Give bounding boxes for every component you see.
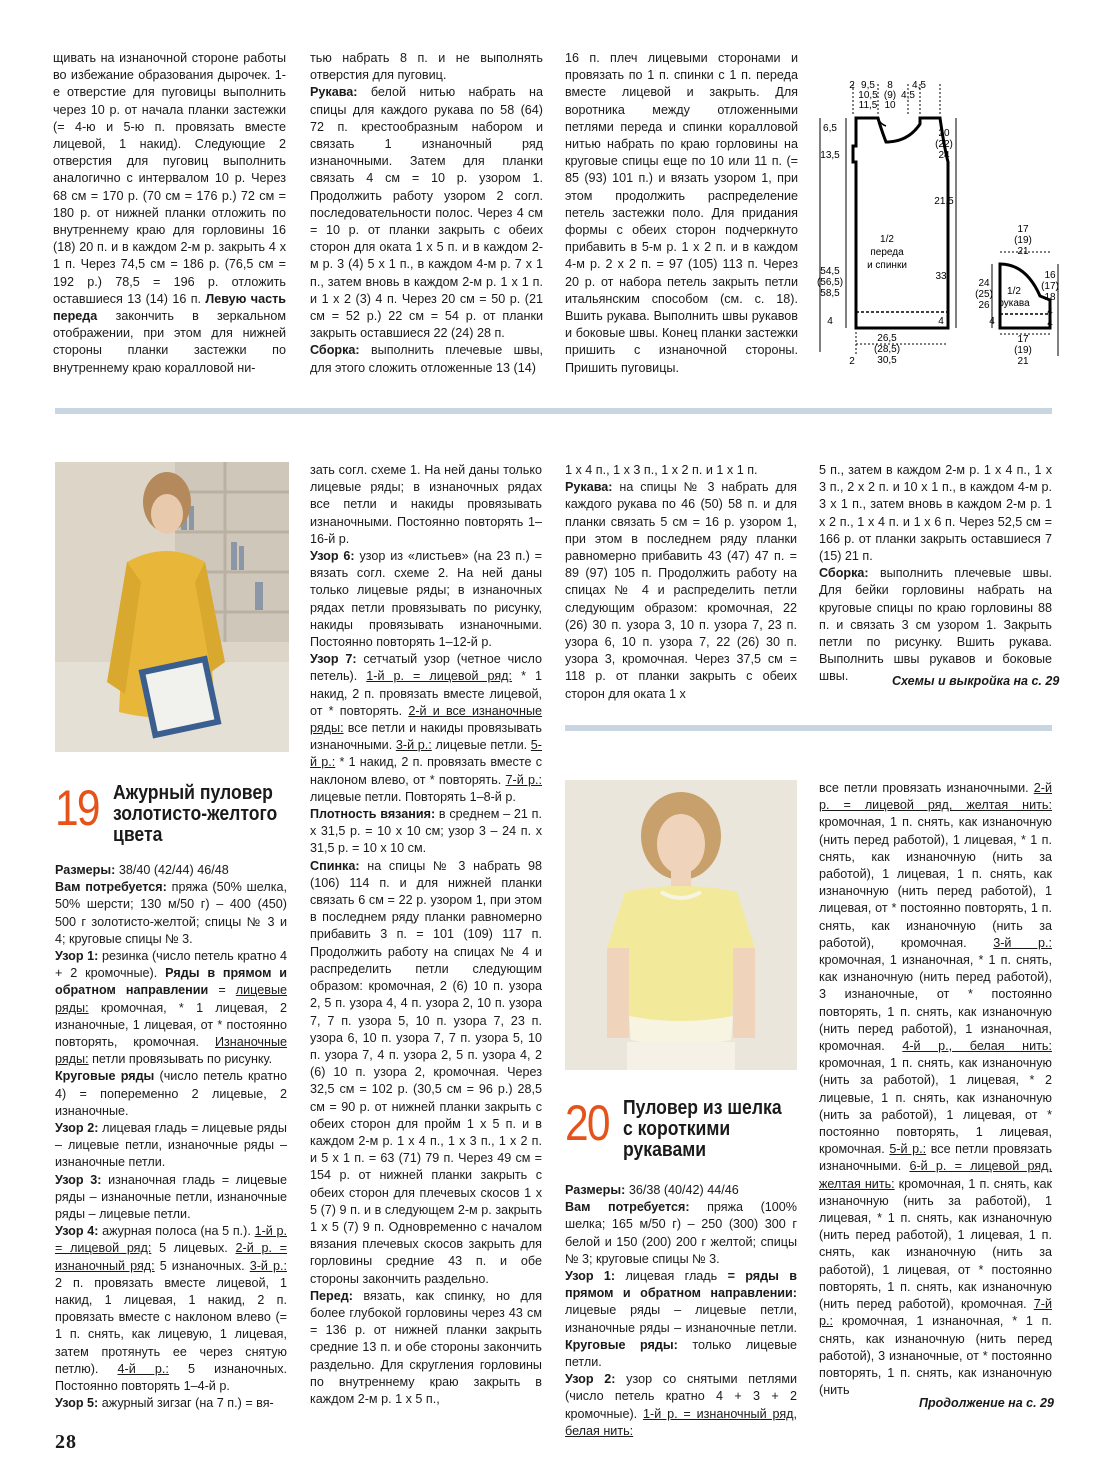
sleeve-right-1: 16 [1044, 270, 1056, 281]
model-19-title-line-1: Ажурный пуловер [112, 782, 273, 804]
dim-top-5: 10,5 [858, 90, 878, 101]
model-19-column-3 [565, 462, 797, 703]
pattern-7-row-2-text: все петли и накиды провязывать изнаночными. [310, 721, 542, 753]
sleeve-top-2: (19) [1014, 235, 1032, 246]
pattern-4-row-1-label: 1-й р. = лицевой ряд: [55, 1224, 287, 1256]
back-label: Спинка: [310, 858, 360, 873]
pattern-1-rows-eq: = [218, 983, 226, 998]
model-20-photo [565, 780, 797, 1070]
left-front-text: закончить в зеркальном отображении, при этом для нижней стороны планки застежки по внутреннему краю коралловой ни- [53, 309, 287, 375]
row-7-text: кромочная, 1 изнаночная, * 1 п. снять, как изнаночную (нить перед работой), 3 изнаночные, от * постоянно повторять, 1 п. снять, как изнаночную (нить [819, 1314, 1052, 1398]
row-7-label: 7-й р.: [819, 1297, 1052, 1329]
model-20-title-line-3: рукавами [622, 1139, 706, 1161]
sizes-20-value: 36/38 (40/42) 44/46 [628, 1183, 739, 1197]
model-20-illustration [565, 780, 797, 1070]
row-4-label: 4-й р., белая нить: [902, 1039, 1052, 1054]
front-label-3: и спинки [867, 260, 907, 271]
row-3-text: кромочная, 1 изнаночная, * 1 п. снять, как изнаночную (нить перед работой), 3 изнаночные, от * постоянно повторять, 1 п. снять, как изнаночную (нить перед работой), 1 изнаночная, кромочная. [819, 953, 1052, 1054]
row-3-label: 3-й р.: [993, 935, 1053, 950]
model-20-column-2 [819, 780, 1052, 1399]
pattern-6-text: узор из «листьев» (на 23 п.) = вязать согл. схеме 2. На ней даны только лицевые ряды; в изнаночных рядах петли провязывать по рисунку, накиды провязывать изнаночными. Постоянно повторять 1–12-й р. [310, 549, 543, 650]
dim-left-6: 4 [827, 316, 833, 327]
pattern-4-row-1-text: 5 лицевых. [159, 1241, 228, 1256]
pattern-4-label: Узор 4: [55, 1224, 99, 1239]
pattern-4-row-3-label: 3-й р.: [249, 1258, 288, 1273]
front-text: вязать, как спинку, но для более глубокой горловины через 43 см = 136 р. от нижней планки закрыть средние 13 п. и обе стороны закончить раздельно. Для скругления горловины по внутреннему краю закрыть в каждом 2-м р. 1 х 5 п., [310, 1288, 543, 1406]
row-5-label: 5-й р.: [889, 1142, 927, 1157]
pattern-1-purl-text: петли провязывать по рисунку. [92, 1052, 273, 1067]
dim-right-5: 33 [935, 271, 947, 282]
pattern-20-2-label: Узор 2: [565, 1372, 616, 1387]
dim-left-7: 2 [849, 356, 855, 367]
model-19-photo [55, 462, 289, 752]
model-20-number: 20 [565, 1095, 609, 1151]
sleeve-right-3: 18 [1044, 292, 1056, 303]
row-6-label: 6-й р. = лицевой ряд, желтая нить: [819, 1159, 1053, 1191]
section-divider [55, 408, 1052, 414]
pattern-6-label: Узор 6: [310, 549, 355, 564]
model-19-title [113, 783, 277, 846]
sleeve-cap-text: 5 п., затем в каждом 2-м р. 1 х 4 п., 1 х 3 п., 2 х 2 п. и 10 х 1 п., в каждом 4-м р. 3 х 1 п., затем вновь в каждом 2-м р. 1 х 2 п., 1 х 4 п. и 1 х 6 п. Через 52,5 см = 166 р. от планки закрыть оставшиеся 7 (15) 21 п. [819, 463, 1052, 564]
dim-right-6: 4 [938, 316, 944, 327]
pattern-20-2-text: узор со снятыми петлями (число петель кратно 4 + 3 + 2 кромочные). [565, 1372, 798, 1421]
model-20-title-line-2: с короткими [622, 1118, 730, 1140]
dim-top-8: 11,5 [858, 100, 878, 111]
pattern-7-row-3-text: лицевые петли. [435, 738, 528, 753]
dim-bottom-1: 26,5 [877, 333, 897, 344]
top-column-3 [565, 50, 798, 377]
dim-right-3: 24 [938, 150, 950, 161]
sleeve-left-2: (25) [975, 289, 993, 300]
pattern-3-text: изнаночная гладь = лицевые ряды – изнаночные петли, изнаночные ряды – лицевые петли. [55, 1172, 287, 1222]
pattern-4-row-4-text: 5 изнаночных. Постоянно повторять 1–4-й р. [55, 1361, 288, 1394]
pattern-7-text: сетчатый узор (четное число петель). [310, 652, 542, 684]
pattern-4-row-2-text: 5 изнаночных. [159, 1258, 245, 1273]
scheme-1-text: зать согл. схеме 1. На ней даны только лицевые ряды; в изнаночных рядах все петли и накиды провязывать изнаночными. Постоянно повторять 1–16-й р. [310, 463, 542, 546]
pattern-4-row-2-label: 2-й р. = изнаночный ряд: [55, 1241, 288, 1273]
dim-left-5: 58,5 [820, 288, 840, 299]
dim-top-4: 4,5 [912, 80, 926, 91]
model-19-column-4 [819, 462, 1052, 686]
sleeve-top-3: 21 [1017, 246, 1029, 257]
sleeves-19-label: Рукава: [565, 480, 613, 495]
sleeve-left-3: 26 [978, 300, 990, 311]
model-19-number: 19 [55, 780, 99, 836]
pattern-20-1-rows-label: = ряды в прямом и обратном направлении: [565, 1269, 797, 1301]
model-20-title-line-1: Пуловер из шелка [622, 1097, 782, 1119]
pattern-1-label: Узор 1: [55, 949, 99, 964]
model-19-title-line-3: цвета [112, 824, 163, 846]
sleeve-left-1: 24 [978, 278, 990, 289]
dim-left-3: 54,5 [820, 266, 840, 277]
pattern-4-text: ажурная полоса (на 5 п.). [102, 1224, 251, 1239]
circular-rows-text: (число петель кратно 4) = попеременно 2 лицевые, 2 изнаночные. [55, 1069, 288, 1118]
pattern-5-label: Узор 5: [55, 1396, 99, 1411]
circular-20-label: Круговые ряды: [565, 1337, 678, 1352]
pattern-7-row-2-label: 2-й и все изнаночные ряды: [310, 703, 543, 736]
materials-text: пряжа (50% шелка, 50% шерсти; 130 м/50 г) – 400 (450) 500 г золотисто-желтой; спицы № 3 и 4; круговые спицы № 3. [55, 880, 288, 946]
sleeve-side-1: 4 [989, 316, 995, 327]
top-col2-para: тью набрать 8 п. и не выполнять отверстия для пуговиц. [310, 51, 543, 83]
front-label-1: 1/2 [880, 234, 894, 245]
circular-rows-label: Круговые ряды [55, 1069, 155, 1084]
dim-left-1: 6,5 [823, 123, 837, 134]
dim-top-1: 2 [849, 80, 855, 91]
sleeve-bottom-3: 21 [1017, 356, 1029, 367]
pattern-7-row-5-text: * 1 накид, 2 п. провязать вместе с наклоном влево, от * повторять. [310, 755, 542, 787]
sleeve-bottom-2: (19) [1014, 345, 1032, 356]
page-number: 28 [55, 1431, 77, 1453]
dim-left-2: 13,5 [820, 150, 840, 161]
sleeve-right-2: (17) [1041, 281, 1059, 292]
pattern-20-1-rows-text: лицевые ряды – лицевые петли, изнаночные ряды – изнаночные петли. [565, 1303, 797, 1335]
sizes-label: Размеры: [55, 863, 116, 877]
pattern-7-row-7-text: лицевые петли. Повторять 1–8-й р. [310, 789, 516, 804]
pattern-1-rows-label: Ряды в прямом и обратном направлении [55, 966, 287, 998]
pattern-4-row-4-label: 4-й р.: [117, 1361, 169, 1376]
sleeve-right-5: 4 [1047, 318, 1053, 329]
sleeves-19-text: на спицы № 3 набрать для каждого рукава по 46 (50) 58 п. и для планки связать 5 см = 16 р. узором 1, при этом в последнем ряду планки равномерно прибавить 43 (47) 47 п. = 89 (97) 105 п. Продолжить работу на спицах № 4 и распределить петли следующим образом: кромочная, 22 (26) 30 п. узора 3, 10 п. узора 7, 23 п. узора 6, 10 п. узора 7, 22 (26) 30 п. узора 3, кромочная. Через 37,5 см = 118 р. от планки закрыть с обеих сторон для оката 1 х [565, 480, 798, 701]
dim-right-2: (22) [935, 139, 953, 150]
sleeve-right-4: 4 [1047, 306, 1053, 317]
pattern-7-row-1-text: * 1 накид, 2 п. провязать вместе лицевой, от * повторять. [310, 669, 543, 718]
pattern-20-1-label: Узор 1: [565, 1269, 616, 1284]
row-2-label: 2-й р. = лицевой ряд, желтая нить: [819, 781, 1052, 813]
row-1-continuation: все петли провязать изнаночными. [819, 781, 1029, 795]
pattern-1-face-text: кромочная, * 1 лицевая, 2 изнаночные, 1 лицевая, от * постоянно повторять, кромочная. [55, 1000, 288, 1050]
pattern-7-row-5-label: 5-й р.: [310, 738, 542, 770]
front-label-2: переда [870, 247, 904, 258]
continuation-reference: Продолжение на с. 29 [919, 1396, 1054, 1410]
pattern-7-row-1-label: 1-й р. = лицевой ряд: [366, 669, 513, 684]
model-20-heading [565, 1095, 803, 1161]
sleeve-label-1: 1/2 [1007, 286, 1021, 297]
pattern-schematic [808, 76, 1064, 376]
circular-20-text: только лицевые петли. [565, 1337, 798, 1370]
neckline-continuation: 1 х 4 п., 1 х 3 п., 1 х 2 п. и 1 х 1 п. [565, 463, 758, 477]
row-2-text: кромочная, 1 п. снять, как изнаночную (нить перед работой), 1 лицевая, * 1 п. снять, как изнаночную (нить за работой), 1 лицевая, 1 п. снять, как изнаночную (нить перед работой), 1 лицевая, от * постоянно повторять, 1 п. снять, как изнаночную (нить за работой), кромочная. [819, 815, 1052, 950]
sizes-value: 38/40 (42/44) 46/48 [118, 863, 229, 877]
dim-top-3: 8 [887, 80, 893, 91]
pattern-1-purl-label: Изнаночные ряды: [55, 1035, 288, 1067]
sizes-20-label: Размеры: [565, 1183, 626, 1197]
dim-top-6: (9) [883, 90, 897, 101]
pattern-1-text: резинка (число петель кратно 4 + 2 кромочные). [55, 949, 287, 981]
density-text: в среднем – 21 п. х 31,5 р. = 10 х 10 см; узор 3 – 24 п. х 31,5 р. = 10 х 10 см. [310, 807, 542, 856]
dim-right-4: 21,5 [934, 196, 954, 207]
assembly-text: выполнить плечевые швы, для этого сложить отложенные 13 (14) [310, 343, 543, 375]
sleeves-text: белой нитью набрать на спицы для каждого рукава по 58 (64) 72 п. крестообразным набором и связать 1 изнаночный ряд изнаночными. Затем для планки связать 4 см = 10 р. узором 1. Продолжить работу узором 2 согл. последовательности полос. Через 4 см = 10 р. от планки закрыть с обеих сторон для оката 1 х 5 п. и в каждом 2-м р. 3 (4) 5 х 1 п., в каждом 4-м р. 7 х 1 п., затем вновь в каждом 2-м р. 1 х 1 п. и 1 х 2 (3) 4 п. Через 20 см = 50 р. (21 см = 52 р.) 22 см = 54 р. от планки закрыть оставшиеся 22 (24) 28 п. [310, 85, 544, 341]
assembly-19-label: Сборка: [819, 566, 869, 581]
dim-left-4: (56,5) [816, 277, 844, 288]
top-column-1 [53, 50, 286, 377]
materials-label: Вам потребуется: [55, 880, 167, 895]
assembly-19-text: выполнить плечевые швы. Для бейки горловины набрать на круговые спицы по краю горловины 88 п. и связать 3 см узором 1. Закрыть петли по рисунку. Вшить рукава. Выполнить швы рукавов и боковые швы. [819, 566, 1052, 684]
pattern-20-1-text: лицевая гладь [625, 1269, 718, 1284]
pattern-20-2-row-1-label: 1-й р. = изнаночный ряд, белая нить: [565, 1406, 798, 1438]
pattern-2-text: лицевая гладь = лицевые ряды – лицевые петли, изнаночные ряды – изнаночные петли. [55, 1121, 287, 1170]
pattern-4-row-3-text: 2 п. провязать вместе лицевой, 1 накид, 1 лицевая, 1 накид, 2 п. провязать вместе с наклоном влево (= 1 п. снять, как лицевую, 1 лицевая, затем протянуть ее через снятую петлю). [55, 1275, 287, 1376]
density-label: Плотность вязания: [310, 807, 436, 822]
row-6-text: кромочная, 1 п. снять, как изнаночную (нить за работой), 1 лицевая, * 1 п. снять, как изнаночную (нить перед работой), 1 лицевая, 1 п. снять, как изнаночную (нить за работой), 1 лицевая, от * постоянно повторять, 1 п. снять, как изнаночную (нить перед работой), кромочная. [819, 1176, 1052, 1312]
section-divider-2 [565, 725, 1052, 731]
model-19-heading [55, 780, 299, 846]
dim-right-1: 20 [938, 128, 950, 139]
pattern-2-label: Узор 2: [55, 1121, 99, 1136]
schemes-reference: Схемы и выкройка на с. 29 [892, 674, 1060, 688]
model-20-title [623, 1098, 782, 1161]
pattern-5-text: ажурный зигзаг (на 7 п.) = вя- [101, 1396, 274, 1411]
top-column-2 [310, 50, 543, 377]
materials-20-text: пряжа (100% шелка; 165 м/50 г) – 250 (300) 300 г белой и 150 (200) 200 г желтой; спицы № 3; круговые спицы № 3. [565, 1200, 797, 1266]
dim-top-7: 4,5 [901, 90, 915, 101]
dim-top-9: 10 [884, 100, 896, 111]
sleeves-label: Рукава: [310, 85, 358, 100]
pattern-7-row-3-label: 3-й р.: [395, 738, 432, 753]
materials-20-label: Вам потребуется: [565, 1200, 690, 1215]
back-text: на спицы № 3 набрать 98 (106) 114 п. и для нижней планки связать 6 см = 22 р. узором 1, при этом в последнем ряду планки равномерно прибавить 3 п. = 101 (109) 117 п. Продолжить работу на спицах № 4 и распределить петли следующим образом: кромочная, 2 (6) 10 п. узора 2, 5 п. узора 4, 4 п. узора 2, 10 п. узора 7, 7 п. узора 5, 10 п. узора 7, 23 п. узора 6, 10 п. узора 7, 7 п. узора 5, 10 п. узора 7, 4 п. узора 2, 5 п. узора 4, 2 (6) 10 п. узора 2, кромочная. Через 32,5 см = 102 р. (30,5 см = 96 р.) 28,5 см = 90 р. от нижней планки закрыть с обеих сторон для пройм 1 х 5 п. и в каждом 2-м р. 1 х 4 п., 1 х 3 п., 1 х 2 п. и 5 х 1 п. = 63 (71) 79 п. Через 49 см = 154 р. от нижней планки закрыть с обеих сторон для плечевых скосов 1 х 5 (7) 9 п. и в следующем 2-м р. закрыть 1 х 5 (7) 9 п. Одновременно с началом вязания плечевых скосов закрыть для горловины средние 43 п. и обе стороны закончить раздельно. [310, 858, 542, 1286]
model-19-illustration [55, 462, 289, 752]
top-col1-text: щивать на изнаночной стороне работы во избежание образования дырочек. 1-е отверстие для пуговицы выполнить через 10 р. от начала планки застежки (= 4-ю и 5-ю п. провязать вместе лицевой, 1 накид). Следующие 2 отверстия для пуговиц выполнить аналогично с интервалом 10 р. Через 68 см = 170 р. (70 см = 176 р.) 72 см = 180 р. от нижней планки отложить по внутреннему краю для горловины 16 (18) 20 п. и в каждом 2-м р. закрыть 4 х 1 п. Через 74,5 см = 186 р. (76,5 см = 192 р.) 78,5 = 196 р. отложить оставшиеся 13 (14) 16 п. [53, 51, 286, 306]
model-19-column-1 [55, 862, 287, 1413]
pattern-3-label: Узор 3: [55, 1172, 102, 1187]
dim-top-2: 9,5 [861, 80, 875, 91]
pattern-7-label: Узор 7: [310, 652, 357, 667]
row-5-text: все петли провязать изнаночными. [819, 1142, 1053, 1174]
pattern-7-row-7-label: 7-й р.: [505, 772, 543, 787]
dim-bottom-2: (28,5) [873, 344, 901, 355]
front-label: Перед: [310, 1288, 353, 1303]
left-front-label: Левую часть переда [53, 291, 287, 324]
model-20-column-1 [565, 1182, 797, 1440]
sleeve-top-1: 17 [1017, 224, 1029, 235]
row-4-text: кромочная, 1 п. снять, как изнаночную (нить за работой), 1 лицевая, * 2 лицевые, 1 п. снять, как изнаночную (нить за работой), 1 лицевая, от * постоянно повторять, 1 лицевая, кромочная. [819, 1056, 1052, 1157]
top-col3-text: 16 п. плеч лицевыми сторонами и провязать по 1 п. спинки с 1 п. переда вместе лицевой и закрыть. Для воротника между отложенными петлями переда и спинки коралловой нитью набрать по краю горловины на круговые спицы еще по 10 или 11 п. (= 85 (93) 101 п.) и вязать узором 1, при этом продолжить распределение петель застежки поло. Для придания формы с обеих сторон подчеркнуто прибавить в 5-м р. 1 х 2 п. и в каждом 4-м р. 2 х 2 п. = 97 (105) 113 п. Через 20 р. от набора петель закрыть петли итальянским способом (см. с. 18). Вшить рукава. Выполнить швы рукавов и боковые швы. Конец планки застежки пришить с изнаночной стороны. Пришить пуговицы. [565, 51, 798, 375]
dim-bottom-3: 30,5 [877, 355, 897, 366]
sleeve-label-2: рукава [998, 298, 1030, 309]
sleeve-bottom-1: 17 [1017, 334, 1029, 345]
model-19-column-2 [310, 462, 542, 1408]
pattern-1-face-label: лицевые ряды: [55, 983, 288, 1015]
assembly-label: Сборка: [310, 343, 360, 358]
model-19-title-line-2: золотисто-желтого [112, 803, 277, 825]
